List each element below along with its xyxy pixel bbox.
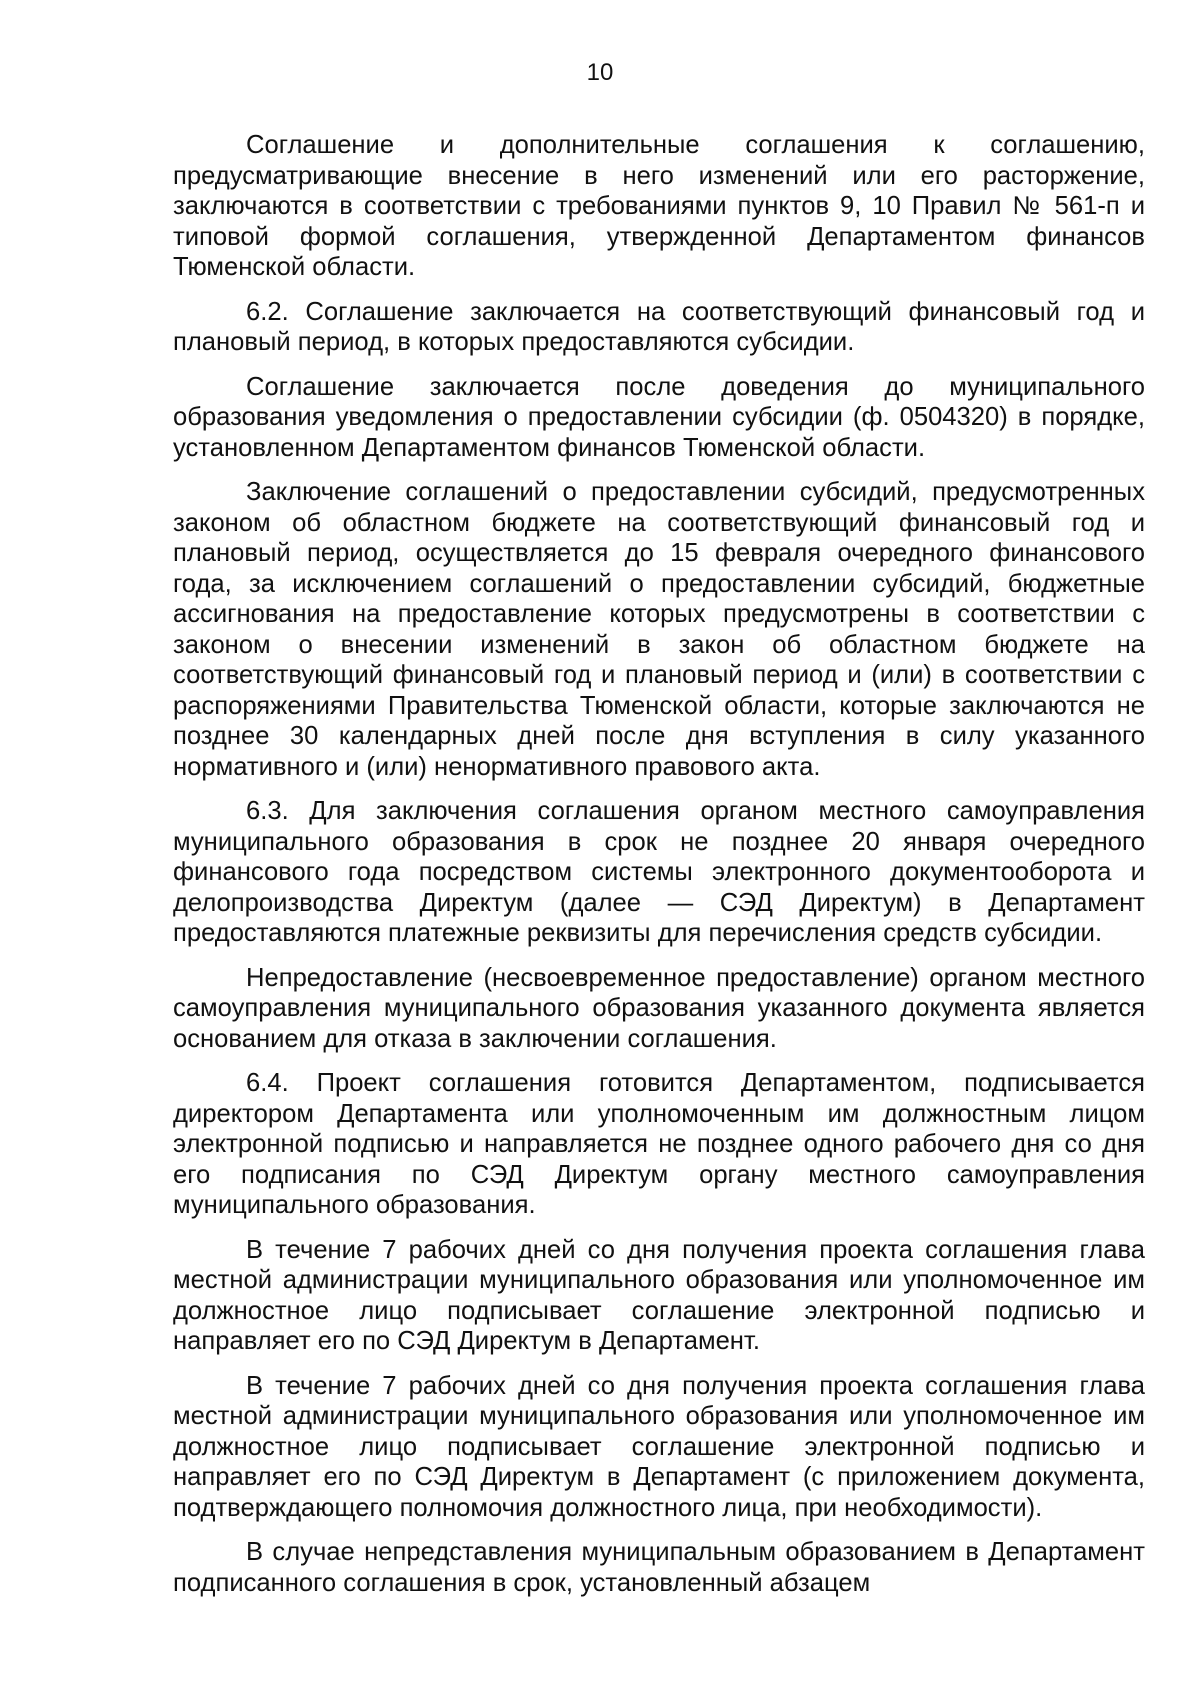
paragraph-non-representation: В случае непредставления муниципальным образованием в Департамент подписанного соглашения в срок, установленный абзацем: [173, 1538, 1145, 1597]
paragraph-signing-7-days-attachment: В течение 7 рабочих дней со дня получения проекта соглашения глава местной администрации муниципального образования или уполномоченное им должностное лицо подписывает соглашение электронной подписью и направляет его по СЭД Директум в Департамент (с приложением документа, подтверждающего полномочия должностного лица, при необходимости).: [173, 1371, 1145, 1522]
paragraph-6-3: 6.3. Для заключения соглашения органом местного самоуправления муниципального образования в срок не позднее 20 января очередного финансового года посредством системы электронного документооборота и делопроизводства Директум (далее — СЭД Директум) в Департамент предоставляются платежные реквизиты для перечисления средств субсидии.: [173, 797, 1145, 947]
paragraph-6-4: 6.4. Проект соглашения готовится Департаментом, подписывается директором Департамента или уполномоченным им должностным лицом электронной подписью и направляется не позднее одного рабочего дня со дня его подписания по СЭД Директум органу местного самоуправления муниципального образования.: [173, 1069, 1145, 1219]
paragraph-6-2: 6.2. Соглашение заключается на соответствующий финансовый год и плановый период, в которых предоставляются субсидии.: [173, 297, 1145, 356]
page-number: 10: [586, 59, 614, 86]
document-body: [173, 130, 1145, 1612]
paragraph-non-submission: Непредоставление (несвоевременное предоставление) органом местного самоуправления муниципального образования указанного документа является основанием для отказа в заключении соглашения.: [173, 963, 1145, 1053]
paragraph-agreement-forms: Соглашение и дополнительные соглашения к соглашению, предусматривающие внесение в него изменений или его расторжение, заключаются в соответствии с требованиями пунктов 9, 10 Правил № 561-п и типовой формой соглашения, утвержденной Департаментом финансов Тюменской области.: [173, 131, 1145, 281]
paragraph-signing-7-days: В течение 7 рабочих дней со дня получения проекта соглашения глава местной администрации муниципального образования или уполномоченное им должностное лицо подписывает соглашение электронной подписью и направляет его по СЭД Директум в Департамент.: [173, 1235, 1145, 1355]
paragraph-agreement-deadline: Заключение соглашений о предоставлении субсидий, предусмотренных законом об областном бюджете на соответствующий финансовый год и плановый период, осуществляется до 15 февраля очередного финансового года, за исключением соглашений о предоставлении субсидий, бюджетные ассигнования на предоставление которых предусмотрены в соответствии с законом о внесении изменений в закон об областном бюджете на соответствующий финансовый год и плановый период и (или) в соответствии с распоряжениями Правительства Тюменской области, которые заключаются не позднее 30 календарных дней после дня вступления в силу указанного нормативного и (или) ненормативного правового акта.: [173, 478, 1145, 781]
paragraph-agreement-conclusion: Соглашение заключается после доведения до муниципального образования уведомления о предоставлении субсидии (ф. 0504320) в порядке, установленном Департаментом финансов Тюменской области.: [173, 372, 1145, 462]
